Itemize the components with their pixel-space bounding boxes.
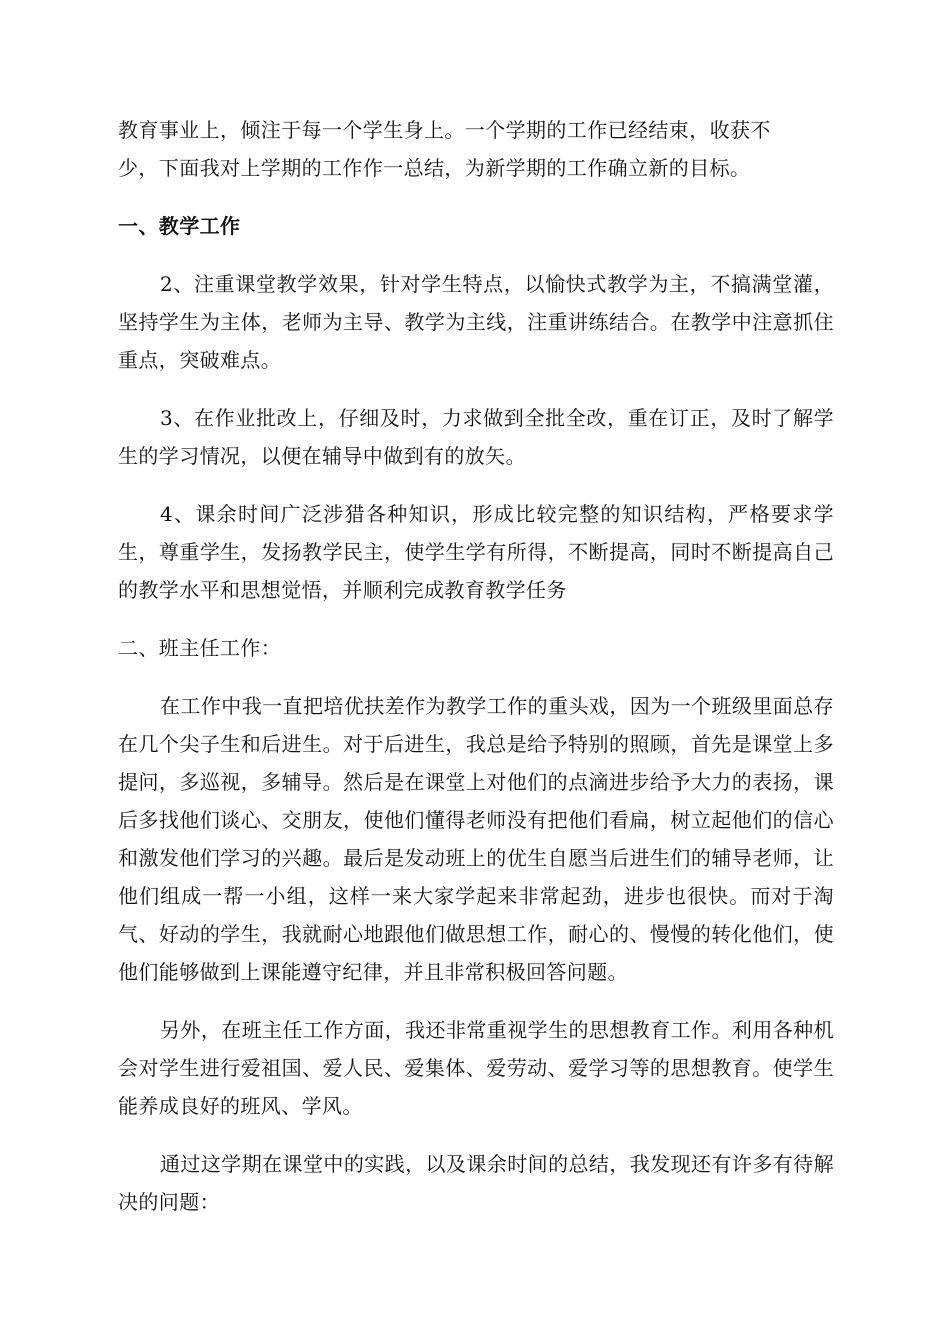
text-line: 通过这学期在课堂中的实践，以及课余时间的总结，我发现还有许多 — [160, 1152, 773, 1176]
text-line: 堂灌，坚持学生为主体，老师为主导、教学为主线，注重讲练结合。在教 — [118, 272, 835, 334]
text-line: 教育。使学生能养成良好的班风、学风。 — [118, 1056, 834, 1118]
class-work-paragraph — [118, 687, 834, 991]
heading-text: 二、班主任工作： — [118, 636, 282, 660]
ideology-paragraph — [118, 1011, 834, 1125]
text-line: 起来非常起劲，进步也很快。而对于淘气、好动的学生，我就耐心地跟他 — [118, 884, 834, 946]
section-heading-teaching — [118, 207, 834, 245]
text-line: 3、在作业批改上，仔细及时，力求做到全批全改，重在订正，及时 — [160, 406, 773, 430]
text-line: 学中注意抓住重点，突破难点。 — [118, 310, 834, 372]
text-line: 各种机会对学生进行爱祖国、爱人民、爱集体、爱劳动、爱学习等的思想 — [118, 1018, 834, 1080]
section-heading-class — [118, 629, 834, 667]
text-line: 先是课堂上多提问，多巡视，多辅导。然后是在课堂上对他们的点滴进步 — [118, 732, 834, 794]
teaching-item-2 — [118, 265, 834, 379]
text-line: 在工作中我一直把培优扶差作为教学工作的重头戏，因为一个班级里 — [160, 694, 773, 718]
text-line: 们做思想工作，耐心的、慢慢的转化他们，使他们能够做到上课能遵守纪 — [118, 922, 835, 984]
text-line: 了解学生的学习情况，以便在辅导中做到有的放矢。 — [118, 406, 835, 468]
text-line: 有待解决的问题： — [118, 1152, 834, 1214]
text-line: 4、课余时间广泛涉猎各种知识，形成比较完整的知识结构，严格要 — [160, 502, 793, 526]
heading-text: 一、教学工作 — [118, 214, 241, 238]
text-line: 们看扁，树立起他们的信心和激发他们学习的兴趣。最后是发动班上的优 — [118, 808, 834, 870]
text-line: 另外，在班主任工作方面，我还非常重视学生的思想教育工作。利用 — [160, 1018, 773, 1042]
teaching-item-3 — [118, 399, 834, 475]
text-line: 生自愿当后进生们的辅导老师，让他们组成一帮一小组，这样一来大家学 — [118, 846, 835, 908]
text-line: 教育事业上，倾注于每一个学生身上。一个学期的工作已经结束，收获不 — [118, 118, 771, 142]
problems-paragraph — [118, 1145, 834, 1221]
intro-paragraph — [118, 111, 834, 187]
text-line: 面总存在几个尖子生和后进生。对于后进生，我总是给予特别的照顾，首 — [118, 694, 834, 756]
text-line: 给予大力的表扬，课后多找他们谈心、交朋友，使他们懂得老师没有把他 — [118, 770, 834, 832]
text-line: 求学生，尊重学生，发扬教学民主，使学生学有所得，不断提高，同时不 — [118, 502, 834, 564]
teaching-item-4 — [118, 495, 834, 609]
text-line: 断提高自己的教学水平和思想觉悟，并顺利完成教育教学任务 — [118, 540, 835, 602]
text-line: 律，并且非常积极回答问题。 — [362, 960, 629, 984]
text-line: 少，下面我对上学期的工作作一总结，为新学期的工作确立新的目标。 — [118, 156, 751, 180]
text-line: 2、注重课堂教学效果，针对学生特点，以愉快式教学为主，不搞满 — [160, 272, 773, 296]
document-page — [118, 111, 834, 1221]
